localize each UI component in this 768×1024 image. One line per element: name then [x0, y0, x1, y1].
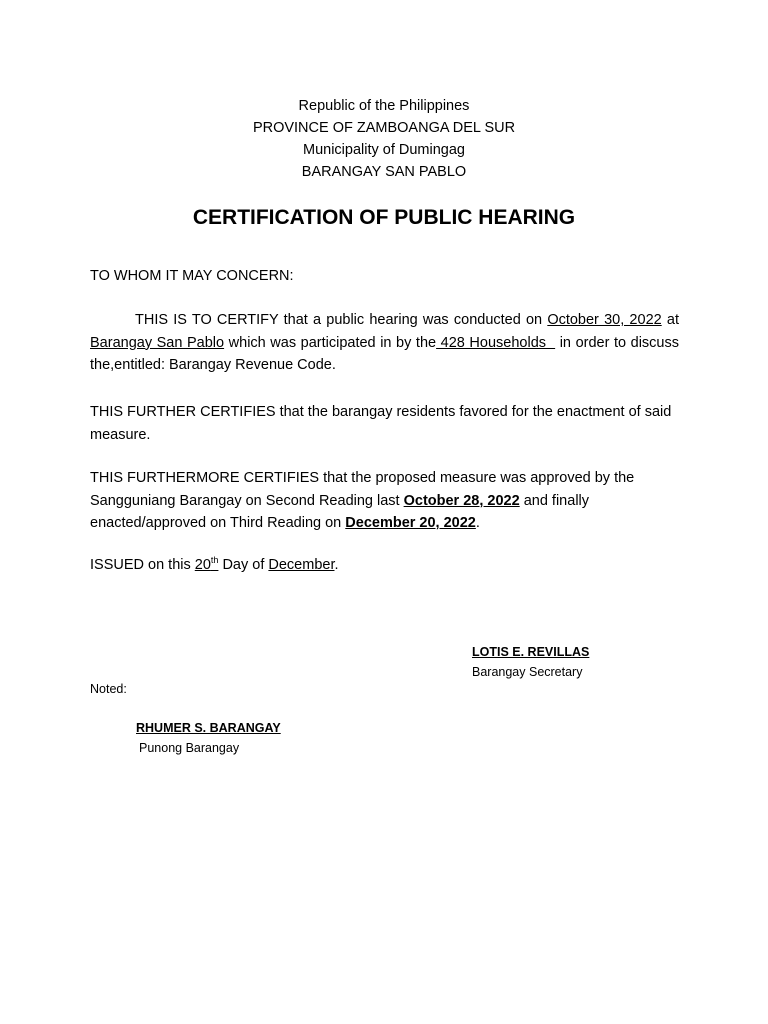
paragraph-furthermore-text-1: THIS FURTHERMORE CERTIFIES that the proposed measure was approved by the Sangguniang Barangay on Second Reading last [90, 470, 635, 509]
hearing-place: Barangay San Pablo [90, 334, 225, 351]
issued-month: December [268, 557, 335, 573]
issued-day-suffix: th [210, 555, 219, 566]
households-count: 428 Households [436, 334, 556, 351]
secretary-signature-block [472, 642, 589, 682]
paragraph-furthermore-text-2: and finally enacted/approved on Third Reading on [90, 492, 590, 531]
paragraph-certify [90, 309, 679, 377]
letterhead-barangay: BARANGAY SAN PABLO [301, 164, 467, 180]
punong-name: RHUMER S. BARANGAY [136, 721, 281, 735]
letterhead-republic: Republic of the Philippines [298, 98, 470, 114]
hearing-date: October 30, 2022 [547, 312, 662, 328]
secretary-position: Barangay Secretary [472, 665, 583, 679]
letterhead-province: PROVINCE OF ZAMBOANGA DEL SUR [252, 120, 516, 136]
paragraph-further-certifies: THIS FURTHER CERTIFIES that the barangay residents favored for the enactment of said measure. [90, 404, 672, 443]
punong-position: Punong Barangay [139, 741, 240, 755]
issued-text-2: Day of [218, 557, 269, 573]
noted-label: Noted: [90, 682, 127, 696]
punong-signature-block [136, 718, 281, 758]
letterhead [0, 95, 768, 183]
paragraph-certify-text-4: in order to discuss the,entitled: Barangay Revenue Code. [90, 334, 679, 373]
paragraph-certify-text-1: THIS IS TO CERTIFY that a public hearing was conducted on [135, 312, 548, 328]
paragraph-certify-text-2: at [661, 312, 679, 328]
salutation: TO WHOM IT MAY CONCERN: [90, 268, 294, 284]
document-title: CERTIFICATION OF PUBLIC HEARING [192, 206, 576, 229]
issued-text-3: . [334, 557, 339, 573]
letterhead-municipality: Municipality of Dumingag [303, 142, 465, 158]
issued-day-number: 20 [194, 557, 211, 573]
issued-day [195, 557, 219, 573]
third-reading-date: December 20, 2022 [345, 515, 476, 531]
paragraph-certify-text-3: which was participated in by the [224, 334, 437, 351]
paragraph-furthermore-certifies [90, 467, 679, 535]
secretary-name: LOTIS E. REVILLAS [472, 645, 590, 659]
second-reading-date: October 28, 2022 [403, 492, 520, 509]
paragraph-furthermore-text-3: . [475, 515, 480, 531]
issued-text-1: ISSUED on this [90, 557, 195, 573]
issued-line [90, 554, 679, 577]
